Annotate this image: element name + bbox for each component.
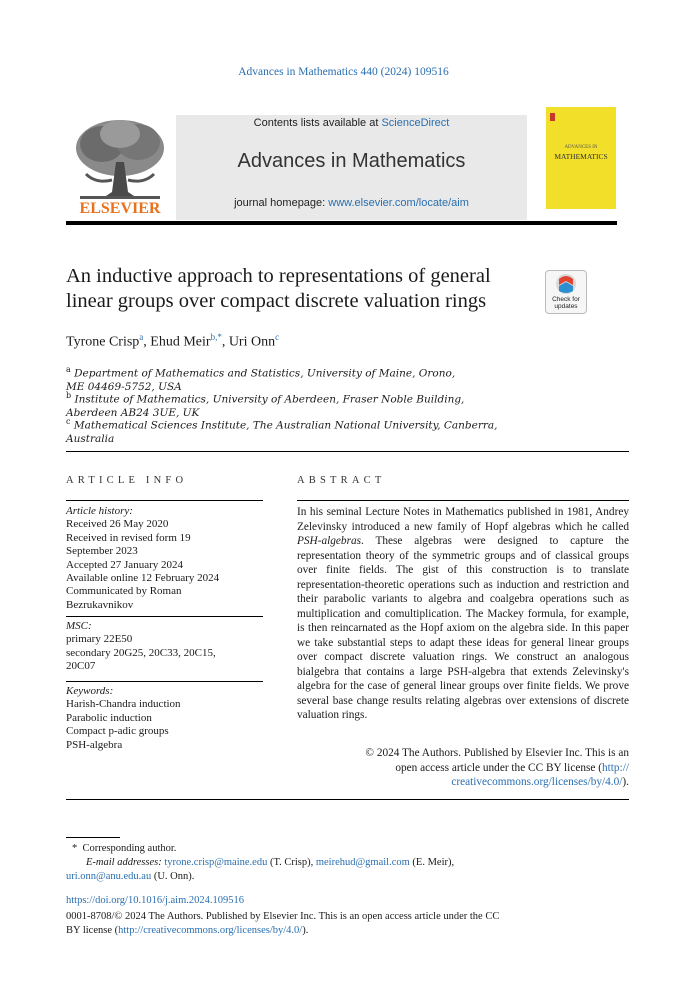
affiliation-text: Institute of Mathematics, University of Aberdeen, Fraser Noble Building, [74,393,465,406]
msc-label: MSC: [66,620,92,632]
keyword: Parabolic induction [66,711,152,724]
email-owner: (T. Crisp), [267,857,316,868]
divider [66,616,263,617]
footnote-rule [66,837,120,838]
msc-line: secondary 20G25, 20C33, 20C15, [66,646,216,659]
msc-line: primary 22E50 [66,633,133,646]
abstract-part-1: In his seminal Lecture Notes in Mathematics published in 1981, Andrey Zelevinsky introduced a new family of Hopf algebras which he called [297,506,629,533]
history-line: September 2023 [66,545,138,558]
author-onn[interactable]: Uri Onn [228,334,276,350]
keyword: PSH-algebra [66,738,123,751]
email-link-meir[interactable]: meirehud@gmail.com [315,857,410,868]
license-line-2-suffix: ). [302,925,309,936]
journal-homepage-link[interactable]: www.elsevier.com/locate/aim [328,197,469,209]
keyword: Harish-Chandra induction [66,698,181,711]
history-line: Bezrukavnikov [66,598,134,611]
license-notice [66,910,629,938]
abstract-emphasis: PSH-algebras [297,535,362,547]
elsevier-wordmark: ELSEVIER [79,200,161,216]
license-line-1: 0001-8708/© 2024 The Authors. Published by Elsevier Inc. This is an open access article under the CC [66,911,500,922]
copyright-line-1: © 2024 The Authors. Published by Elsevier Inc. This is an [365,747,629,759]
elsevier-tree-icon [66,114,174,216]
copyright-line-2: open access article under the CC BY license ( [395,761,602,774]
divider [66,681,263,682]
divider [66,451,629,452]
author-meir-affil[interactable]: b,* [210,332,222,342]
title-line-1: An inductive approach to representations of general [66,265,491,287]
abstract-text [297,505,629,723]
author-meir[interactable]: Ehud Meir [150,334,211,350]
license-link-part-1[interactable]: http:// [602,761,629,774]
doi-link[interactable]: https://doi.org/10.1016/j.aim.2024.109516 [66,895,245,906]
email-owner: (U. Onn). [151,871,195,882]
email-label: E-mail addresses: [86,857,165,868]
crossmark-line-1: Check for [552,296,580,303]
affiliation-marker: c [66,417,71,426]
crossmark-line-2: updates [554,303,578,310]
contents-prefix: Contents lists available at [253,117,382,129]
divider [297,500,629,501]
homepage-line [176,197,527,209]
cover-marker-icon [550,113,555,121]
header-rule [66,221,617,225]
license-link[interactable]: http://creativecommons.org/licenses/by/4.0/ [118,925,303,936]
history-line: Received 26 May 2020 [66,518,169,531]
divider [66,500,263,501]
title-line-2: linear groups over compact discrete valuation rings [66,290,487,312]
keyword: Compact p-adic groups [66,725,169,738]
affiliation-text: Aberdeen AB24 3UE, UK [66,406,200,419]
footnote-star: * [72,843,78,854]
license-line-2-prefix: BY license ( [66,925,119,936]
msc-block [66,620,271,674]
email-link-onn[interactable]: uri.onn@anu.edu.au [66,871,152,882]
copyright-suffix: ). [622,776,629,788]
divider [66,799,629,800]
affiliation-marker: b [66,391,72,400]
sciencedirect-link[interactable]: ScienceDirect [381,117,450,129]
history-line: Communicated by Roman [66,585,182,598]
affiliation-marker: a [66,365,71,374]
journal-cover[interactable] [546,107,616,209]
check-for-updates-button[interactable] [545,270,587,314]
affiliation-text: Department of Mathematics and Statistics, University of Maine, Orono, [74,367,456,380]
journal-reference[interactable]: Advances in Mathematics 440 (2024) 109516 [238,66,449,78]
affiliation-text: ME 04469-5752, USA [66,380,182,393]
journal-title: Advances in Mathematics [237,150,466,172]
cover-text-2: MATHEMATICS [554,152,608,161]
history-label: Article history: [66,505,133,517]
history-line: Received in revised form 19 [66,531,191,544]
homepage-prefix: journal homepage: [234,197,329,209]
contents-line [176,117,527,129]
email-owner: (E. Meir), [409,857,455,868]
keywords-label: Keywords: [66,685,114,697]
history-line: Available online 12 February 2024 [66,572,220,585]
author-sep: , [143,334,151,350]
abstract-part-2: . These algebras were designed to capture the representation theory of the symmetric groups and of classical groups over finite fields. The gist of this construction is to translate representation-theoretic operations such as induction and restriction and their parabolic variants to algebra and coalgebra operations such as multiplication and comultiplication. The Mackey formula, for example, is then reincarnated as the Hopf axiom on the algebra side. In this paper we take substantial steps to adapt these ideas for general linear groups over compact discrete valuation rings. We construct an analogous bialgebra that contains a large PSH-algebra that extends Zelevinsky's algebra for the case of general linear groups over finite fields. We prove several base change results relating algebras over extensions of discrete valuation rings. [297,535,629,721]
history-line: Accepted 27 January 2024 [66,558,183,571]
author-sep: , [221,334,229,350]
elsevier-logo [66,114,174,216]
article-history [66,505,271,612]
abstract-copyright [297,746,629,790]
article-info-heading: ARTICLE INFO [66,475,188,486]
author-crisp[interactable]: Tyrone Crisp [66,334,140,350]
affiliation-text: Australia [66,432,115,445]
author-onn-affil[interactable]: c [275,332,280,342]
msc-line: 20C07 [66,660,96,673]
author-list [66,332,279,351]
affiliation-text: Mathematical Sciences Institute, The Australian National University, Canberra, [73,419,498,432]
affiliation-c [66,415,536,446]
author-crisp-affil[interactable]: a [139,332,144,342]
cover-text-1: ADVANCES IN [564,145,598,150]
abstract-heading: ABSTRACT [297,475,386,486]
email-link-crisp[interactable]: tyrone.crisp@maine.edu [164,857,268,868]
keywords-block [66,685,271,752]
license-link-part-2[interactable]: creativecommons.org/licenses/by/4.0/ [451,776,623,788]
crossmark-icon [546,271,586,297]
article-title [66,264,536,314]
footnote [66,842,629,884]
corresponding-author-note: Corresponding author. [82,843,177,854]
